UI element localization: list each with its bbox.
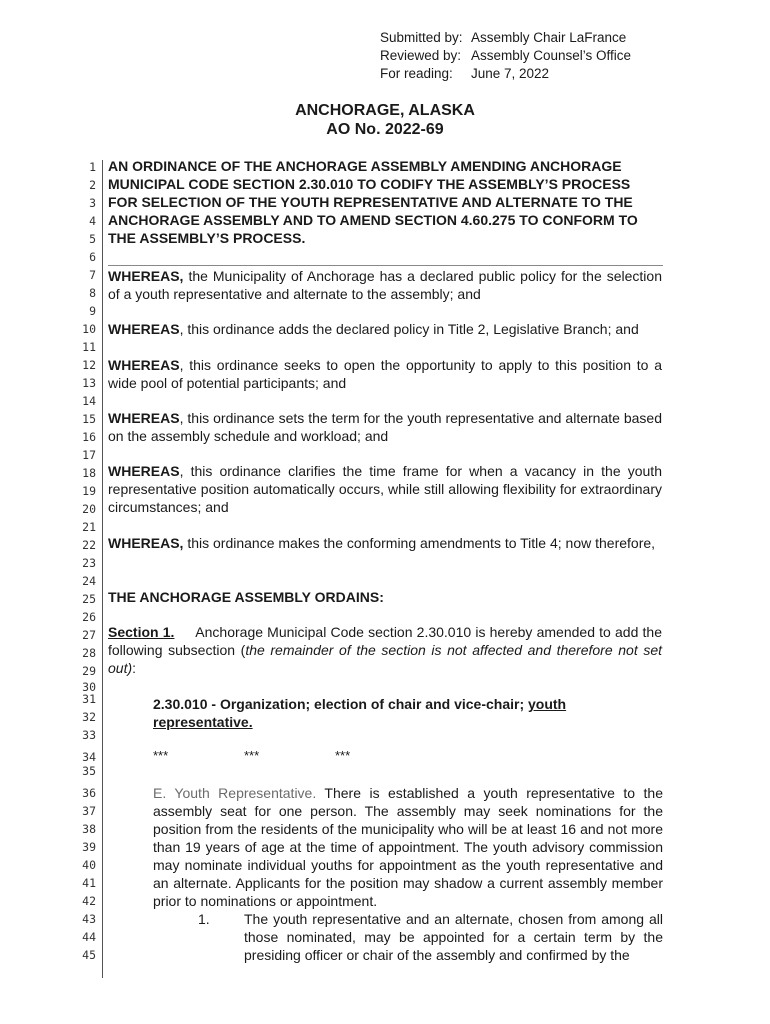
line-number: 37	[82, 804, 96, 818]
subsection-e-text: There is established a youth representative to the assembly seat for one person. The assembly may seek nominations for the position from the residents of the municipality who will be at least 16 and not more than 19 years of age at the time of appointment. The youth advisory commission may nominate individual youths for appointment as the youth representative and an alternate. Applicants for the position may shadow a current assembly member prior to nominations or appointment.	[153, 785, 663, 909]
for-reading-value: June 7, 2022	[471, 66, 550, 81]
line-number: 45	[82, 948, 96, 962]
line-number: 12	[82, 358, 96, 372]
line-number: 39	[82, 840, 96, 854]
whereas-text: , this ordinance clarifies the time frame for when a vacancy in the youth representative position automatically occurs, while still allowing flexibility for extraordinary circumstances; and	[108, 463, 662, 515]
line-number: 8	[89, 286, 96, 300]
whereas-text: the Municipality of Anchorage has a declared public policy for the selection of a youth representative and alternate to the assembly; and	[108, 268, 662, 302]
line-number: 26	[82, 610, 96, 624]
line-number: 42	[82, 894, 96, 908]
line-number: 18	[82, 466, 96, 480]
code-section-heading	[153, 695, 623, 731]
whereas-text: , this ordinance adds the declared policy in Title 2, Legislative Branch; and	[179, 321, 639, 337]
reviewed-by-label: Reviewed by:	[380, 48, 462, 63]
omission-asterisks: ***	[153, 748, 169, 763]
line-number: 22	[82, 538, 96, 552]
left-margin-rule	[102, 160, 103, 978]
section-1-label: Section 1.	[108, 624, 175, 640]
line-number: 5	[89, 232, 96, 246]
ordains-heading: THE ANCHORAGE ASSEMBLY ORDAINS:	[108, 589, 384, 605]
whereas-clause	[108, 409, 662, 445]
line-number: 28	[82, 646, 96, 660]
reviewed-by-value: Assembly Counsel’s Office	[471, 48, 632, 63]
whereas-lead: WHEREAS,	[108, 268, 184, 284]
subsection-e	[153, 784, 663, 910]
line-number: 23	[82, 556, 96, 570]
code-heading-text: 2.30.010 - Organization; election of chair and vice-chair;	[153, 696, 528, 712]
omission-asterisks: ***	[244, 748, 260, 763]
line-number: 44	[82, 930, 96, 944]
line-number: 6	[89, 250, 96, 264]
item-1-text: The youth representative and an alternate, chosen from among all those nominated, may be appointed for a certain term by the presiding officer or chair of the assembly and confirmed by the	[244, 911, 663, 963]
line-number: 30	[82, 680, 96, 694]
line-number: 25	[82, 592, 96, 606]
line-number: 31	[82, 692, 96, 706]
title-divider	[108, 265, 663, 266]
code-heading-underlined: youth representative.	[153, 696, 567, 730]
line-number: 32	[82, 710, 96, 724]
line-number: 36	[82, 786, 96, 800]
line-number: 43	[82, 912, 96, 926]
whereas-text: , this ordinance sets the term for the youth representative and alternate based on the assembly schedule and workload; and	[108, 410, 662, 444]
line-number: 2	[89, 178, 96, 192]
whereas-clause	[108, 356, 662, 392]
ordinance-number: AO No. 2022-69	[326, 121, 444, 138]
whereas-text: this ordinance makes the conforming amendments to Title 4; now therefore,	[183, 535, 656, 551]
line-number: 24	[82, 574, 96, 588]
line-number: 41	[82, 876, 96, 890]
item-1-number: 1.	[198, 911, 210, 927]
section-1-paragraph	[108, 623, 662, 677]
line-number: 9	[89, 304, 96, 318]
line-number: 13	[82, 376, 96, 390]
line-number: 27	[82, 628, 96, 642]
whereas-lead: WHEREAS	[108, 410, 180, 426]
line-number: 40	[82, 858, 96, 872]
whereas-lead: WHEREAS	[108, 357, 180, 373]
line-number: 38	[82, 822, 96, 836]
whereas-clause	[108, 534, 662, 552]
line-number: 17	[82, 448, 96, 462]
line-number: 11	[82, 340, 96, 354]
line-number: 7	[89, 268, 96, 282]
section-1-italic: the remainder of the section is not affected and therefore not set out)	[108, 642, 662, 676]
whereas-clause	[108, 462, 662, 516]
line-number: 15	[82, 412, 96, 426]
omission-asterisks: ***	[335, 748, 351, 763]
whereas-lead: WHEREAS,	[108, 535, 184, 551]
line-number: 19	[82, 484, 96, 498]
line-number: 35	[82, 764, 96, 778]
for-reading-label: For reading:	[380, 66, 453, 81]
whereas-clause	[108, 320, 662, 338]
line-number: 29	[82, 664, 96, 678]
whereas-lead: WHEREAS	[108, 463, 180, 479]
line-number: 33	[82, 728, 96, 742]
line-number: 4	[89, 214, 96, 228]
line-number: 20	[82, 502, 96, 516]
whereas-clause	[108, 267, 662, 303]
line-number: 1	[89, 160, 96, 174]
line-number: 21	[82, 520, 96, 534]
line-number: 10	[82, 322, 96, 336]
subsection-e-heading: E. Youth Representative.	[153, 785, 317, 801]
document-place: ANCHORAGE, ALASKA	[295, 102, 475, 119]
whereas-lead: WHEREAS	[108, 321, 180, 337]
line-number: 14	[82, 394, 96, 408]
section-1-end: :	[132, 660, 137, 676]
section-1-text: Anchorage Municipal Code section 2.30.010 is hereby amended to add the following subsection (	[108, 624, 662, 658]
ordinance-title: AN ORDINANCE OF THE ANCHORAGE ASSEMBLY AMENDING ANCHORAGE MUNICIPAL CODE SECTION 2.30.010 TO CODIFY THE ASSEMBLY’S PROCESS FOR SELECTION OF THE YOUTH REPRESENTATIVE AND ALTERNATE TO THE ANCHORAGE ASSEMBLY AND TO AMEND SECTION 4.60.275 TO CONFORM TO THE ASSEMBLY’S PROCESS.	[108, 158, 638, 246]
line-number: 3	[89, 196, 96, 210]
line-number: 16	[82, 430, 96, 444]
line-number: 34	[82, 750, 96, 764]
submitted-by-label: Submitted by:	[380, 30, 463, 45]
whereas-text: , this ordinance seeks to open the opportunity to apply to this position to a wide pool of potential participants; and	[108, 357, 662, 391]
submitted-by-value: Assembly Chair LaFrance	[471, 30, 627, 45]
